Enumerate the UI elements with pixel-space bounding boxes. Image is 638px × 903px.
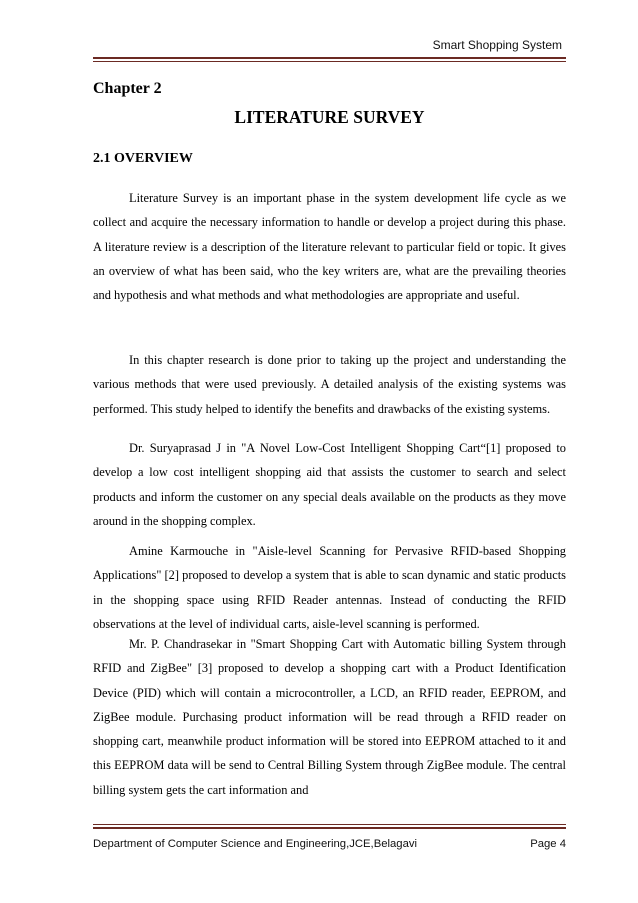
- footer-rule-thin: [93, 824, 566, 825]
- paragraph-overview: Literature Survey is an important phase in the system development life cycle as we collect and acquire the necessary information to handle or develop a project during this phase. A literature review is a description of the literature relevant to particular field or topic. It gives an overview of what has been said, who the key writers are, what are the prevailing theories and hypothesis and what methods and what methodologies are appropriate and useful.: [93, 191, 566, 303]
- footer-rule-thick: [93, 827, 566, 829]
- section-title: LITERATURE SURVEY: [234, 107, 425, 127]
- subsection-heading: 2.1 OVERVIEW: [93, 151, 193, 166]
- footer-page-number: Page 4: [530, 838, 566, 850]
- chapter-label: Chapter 2: [93, 80, 162, 97]
- running-header: Smart Shopping System: [432, 38, 562, 52]
- paragraph-reference-2: Amine Karmouche in "Aisle-level Scanning for Pervasive RFID-based Shopping Applications" [2] proposed to develop a system that is able to scan dynamic and static products in the shopping space using RFID Reader antennas. Instead of conducting the RFID observations at the level of individual carts, aisle-level scanning is performed.: [93, 544, 566, 631]
- header-rule-thin: [93, 61, 566, 62]
- footer-department: Department of Computer Science and Engineering,JCE,Belagavi: [93, 838, 418, 850]
- paragraph-reference-1: Dr. Suryaprasad J in "A Novel Low-Cost Intelligent Shopping Cart“[1] proposed to develop a low cost intelligent shopping aid that assists the customer to search and select products and inform the customer on any special deals available on the products as they move around in the shopping complex.: [93, 441, 566, 528]
- paragraph-reference-3: Mr. P. Chandrasekar in "Smart Shopping Cart with Automatic billing System through RFID and ZigBee" [3] proposed to develop a shopping cart with a Product Identification Device (PID) which will contain a microcontroller, a LCD, an RFID reader, EEPROM, and ZigBee module. Purchasing product information will be read through a RFID reader on shopping cart, meanwhile product information will be stored into EEPROM attached to it and this EEPROM data will be send to Central Billing System through ZigBee module. The central billing system gets the cart information and: [93, 637, 566, 797]
- paragraph-chapter-research: In this chapter research is done prior to taking up the project and understanding the various methods that were used previously. A detailed analysis of the existing systems was performed. This study helped to identify the benefits and drawbacks of the existing systems.: [93, 353, 566, 416]
- header-rule-thick: [93, 57, 566, 59]
